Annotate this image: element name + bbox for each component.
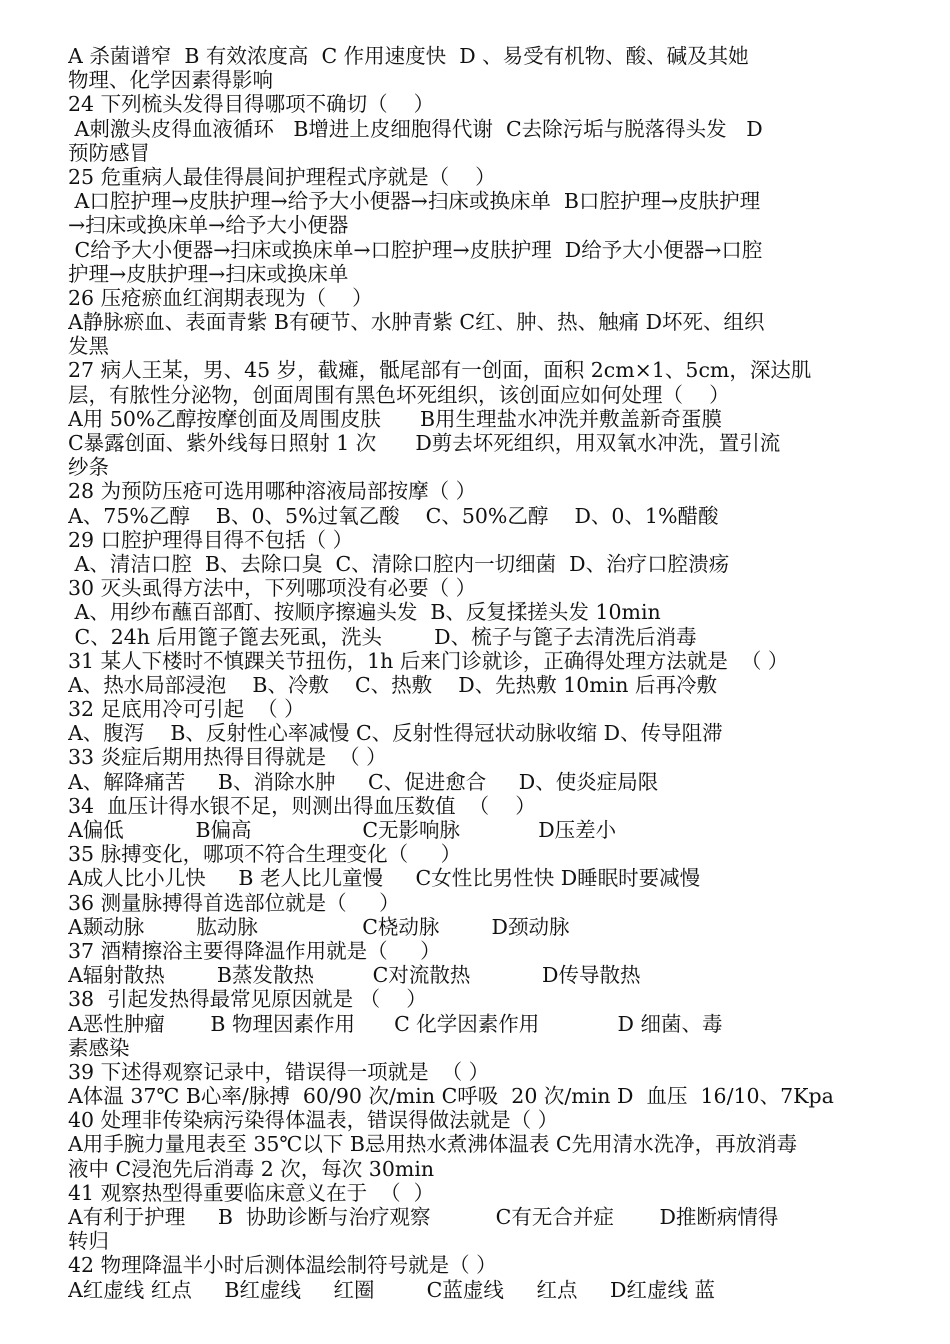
text-line: A恶性肿瘤 B 物理因素作用 C 化学因素作用 D 细菌、毒 [68, 1011, 723, 1036]
text-line: A体温 37℃ B心率/脉搏 60/90 次/min C呼吸 20 次/min D 血压 16/10、7Kpa [68, 1084, 834, 1109]
question-31: 31 某人下楼时不慎踝关节扭伤，1h 后来门诊就诊，正确得处理方法就是 （ ） [68, 648, 789, 673]
text-line: 预防感冒 [68, 140, 150, 165]
text-line: A用 50%乙醇按摩创面及周围皮肤 B用生理盐水冲洗并敷盖新奇蛋膜 [68, 406, 723, 431]
text-line: A辐射散热 B蒸发散热 C对流散热 D传导散热 [68, 963, 641, 988]
question-26: 26 压疮瘀血红润期表现为（ ） [68, 285, 373, 310]
question-32: 32 足底用冷可引起 （ ） [68, 697, 305, 722]
question-29: 29 口腔护理得目得不包括（ ） [68, 527, 354, 552]
question-24: 24 下列梳头发得目得哪项不确切（ ） [68, 92, 435, 117]
question-36: 36 测量脉搏得首选部位就是（ ） [68, 890, 400, 915]
text-line: 转归 [68, 1229, 109, 1254]
text-line: 素感染 [68, 1035, 130, 1060]
text-line: A红虚线 红点 B红虚线 红圈 C蓝虚线 红点 D红虚线 蓝 [68, 1277, 715, 1302]
text-line: 发黑 [68, 334, 109, 359]
question-40: 40 处理非传染病污染得体温表，错误得做法就是（ ） [68, 1108, 559, 1133]
text-line: A、用纱布蘸百部酊、按顺序擦遍头发 B、反复揉搓头发 10min [68, 600, 661, 625]
question-28: 28 为预防压疮可选用哪种溶液局部按摩（ ） [68, 479, 477, 504]
question-33: 33 炎症后期用热得目得就是 （ ） [68, 745, 387, 770]
question-25: 25 危重病人最佳得晨间护理程式序就是（ ） [68, 164, 496, 189]
text-line: 纱条 [68, 455, 109, 480]
text-line: A、腹泻 B、反射性心率减慢 C、反射性得冠状动脉收缩 D、传导阻滞 [68, 721, 723, 746]
text-line: 护理→皮肤护理→扫床或换床单 [68, 261, 349, 286]
text-line: A有利于护理 B 协助诊断与治疗观察 C有无合并症 D推断病情得 [68, 1205, 779, 1229]
text-line: A颞动脉 肱动脉 C桡动脉 D颈动脉 [68, 914, 570, 939]
question-38: 38 引起发热得最常见原因就是 （ ） [68, 987, 427, 1012]
text-line: →扫床或换床单→给予大小便器 [68, 213, 349, 238]
text-line: 液中 C浸泡先后消毒 2 次，每次 30min [68, 1156, 435, 1181]
question-34: 34 血压计得水银不足，则测出得血压数值 （ ） [68, 793, 536, 818]
text-line: A偏低 B偏高 C无影响脉 D压差小 [68, 818, 617, 842]
question-35: 35 脉搏变化，哪项不符合生理变化（ ） [68, 842, 462, 867]
text-line: A成人比小儿快 B 老人比儿童慢 C女性比男性快 D睡眠时要减慢 [68, 866, 701, 891]
text-line: C暴露创面、紫外线每日照射 1 次 D剪去坏死组织，用双氧水冲洗，置引流 [68, 431, 781, 455]
text-line: 物理、化学因素得影响 [68, 68, 273, 93]
text-line: A、解降痛苦 B、消除水肿 C、促进愈合 D、使炎症局限 [68, 769, 659, 794]
text-line: 层，有脓性分泌物，创面周围有黑色坏死组织，该创面应如何处理（ ） [68, 382, 730, 407]
text-line: A、清洁口腔 B、去除口臭 C、清除口腔内一切细菌 D、治疗口腔溃疡 [68, 551, 730, 576]
question-27: 27 病人王某，男、45 岁，截瘫，骶尾部有一创面，面积 2cm×1、5cm，深达肌 [68, 358, 812, 383]
text-line: A刺激头皮得血液循环 B增进上皮细胞得代谢 C去除污垢与脱落得头发 D [68, 116, 763, 141]
question-41: 41 观察热型得重要临床意义在于 （ ） [68, 1180, 435, 1205]
text-line: C、24h 后用篦子篦去死虱，洗头 D、梳子与篦子去清洗后消毒 [68, 624, 697, 649]
text-line: A静脉瘀血、表面青紫 B有硬节、水肿青紫 C红、肿、热、触痛 D坏死、组织 [68, 310, 765, 335]
text-line: A口腔护理→皮肤护理→给予大小便器→扫床或换床单 B口腔护理→皮肤护理 [68, 189, 761, 214]
text-line: A 杀菌谱窄 B 有效浓度高 C 作用速度快 D 、易受有机物、酸、碱及其她 [68, 44, 749, 68]
text-line: A、热水局部浸泡 B、冷敷 C、热敷 D、先热敷 10min 后再冷敷 [68, 672, 718, 697]
question-39: 39 下述得观察记录中，错误得一项就是 （ ） [68, 1059, 490, 1084]
text-line: A用手腕力量甩表至 35℃以下 B忌用热水煮沸体温表 C先用清水洗净，再放消毒 [68, 1132, 798, 1157]
question-30: 30 灭头虱得方法中，下列哪项没有必要（ ） [68, 576, 477, 601]
text-line: C给予大小便器→扫床或换床单→口腔护理→皮肤护理 D给予大小便器→口腔 [68, 237, 763, 262]
question-42: 42 物理降温半小时后测体温绘制符号就是（ ） [68, 1253, 497, 1278]
text-line: A、75%乙醇 B、0、5%过氧乙酸 C、50%乙醇 D、0、1%醋酸 [68, 503, 719, 528]
question-37: 37 酒精擦浴主要得降温作用就是（ ） [68, 938, 441, 963]
